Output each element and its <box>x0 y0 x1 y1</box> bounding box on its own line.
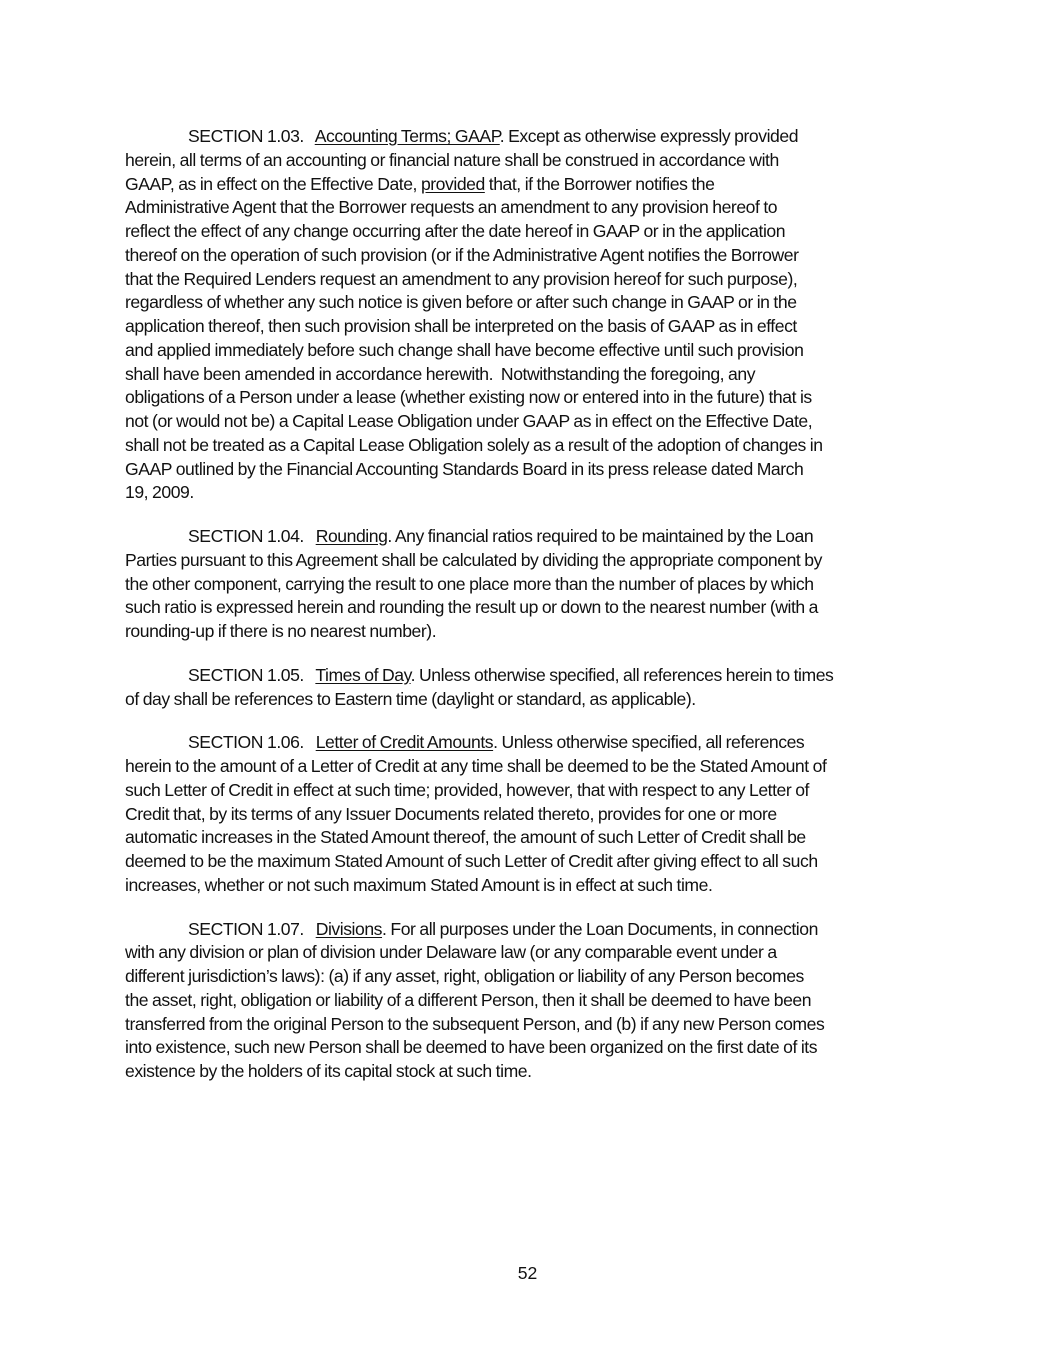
text-line <box>125 339 945 363</box>
text-segment: SECTION 1.07. <box>188 918 316 939</box>
text-line <box>125 850 945 874</box>
text-segment: SECTION 1.06. <box>188 732 316 753</box>
text-segment: . Except as otherwise expressly provided <box>499 126 799 146</box>
text-segment: . Unless otherwise specified, all references herein to times <box>410 664 834 685</box>
text-segment: reflect the effect of any change occurring after the date hereof in GAAP or in the application <box>125 221 786 241</box>
text-line <box>125 363 945 387</box>
text-segment: . Any financial ratios required to be maintained by the Loan <box>387 526 814 546</box>
text-segment: . Unless otherwise specified, all references <box>493 732 805 753</box>
text-segment: with any division or plan of division under Delaware law (or any comparable event under a <box>125 942 777 963</box>
text-line <box>125 410 945 434</box>
text-segment: different jurisdiction’s laws): (a) if any asset, right, obligation or liability of any Person becomes <box>125 966 804 986</box>
text-line <box>125 386 945 410</box>
text-line <box>125 549 945 573</box>
text-line <box>125 688 945 712</box>
text-segment: that the Required Lenders request an amendment to any provision hereof for such purpose), <box>125 268 798 289</box>
text-line <box>125 664 945 688</box>
text-line <box>125 268 945 292</box>
section-paragraph <box>125 525 945 644</box>
text-segment: transferred from the original Person to the subsequent Person, and (b) if any new Person comes <box>125 1013 825 1034</box>
text-segment: GAAP outlined by the Financial Accounting Standards Board in its press release dated March <box>125 458 804 479</box>
text-line <box>125 315 945 339</box>
text-segment: of day shall be references to Eastern time (daylight or standard, as applicable). <box>125 688 696 709</box>
section-paragraph <box>125 664 945 712</box>
text-segment: herein to the amount of a Letter of Credit at any time shall be deemed to be the Stated Amount of <box>125 756 827 776</box>
text-line <box>125 803 945 827</box>
text-line <box>125 826 945 850</box>
text-segment: SECTION 1.03. <box>188 126 315 146</box>
text-line <box>125 941 945 965</box>
text-line <box>125 1013 945 1037</box>
text-line <box>125 125 945 149</box>
text-line <box>125 458 945 482</box>
text-segment: Credit that, by its terms of any Issuer Documents related thereto, provides for one or more <box>125 803 777 824</box>
text-segment: thereof on the operation of such provision (or if the Administrative Agent notifies the Borrower <box>125 244 799 265</box>
text-segment: into existence, such new Person shall be deemed to have been organized on the first date of its <box>125 1037 818 1058</box>
text-line <box>125 779 945 803</box>
text-line <box>125 220 945 244</box>
text-segment: existence by the holders of its capital stock at such time. <box>125 1061 532 1081</box>
text-line <box>125 434 945 458</box>
text-segment: obligations of a Person under a lease (whether existing now or entered into in the future) that is <box>125 387 812 408</box>
text-line <box>125 1036 945 1060</box>
section-paragraph <box>125 918 945 1084</box>
text-segment: increases, whether or not such maximum Stated Amount is in effect at such time. <box>125 874 713 895</box>
text-segment: Administrative Agent that the Borrower requests an amendment to any provision hereof to <box>125 197 778 218</box>
text-line <box>125 525 945 549</box>
text-segment: the asset, right, obligation or liability of a different Person, then it shall be deemed to have been <box>125 989 812 1010</box>
section-paragraph <box>125 125 945 505</box>
text-line <box>125 989 945 1013</box>
text-line <box>125 481 945 505</box>
document-body <box>125 125 945 1104</box>
text-line <box>125 173 945 197</box>
text-segment: not (or would not be) a Capital Lease Obligation under GAAP as in effect on the Effective Date, <box>125 411 813 431</box>
underlined-term: Divisions <box>315 918 383 939</box>
text-segment: regardless of whether any such notice is given before or after such change in GAAP or in the <box>125 292 797 313</box>
text-line <box>125 965 945 989</box>
text-line <box>125 291 945 315</box>
text-line <box>125 596 945 620</box>
text-line <box>125 573 945 597</box>
text-segment: application thereof, then such provision shall be interpreted on the basis of GAAP as in effect <box>125 316 797 336</box>
text-segment: such Letter of Credit in effect at such time; provided, however, that with respect to any Letter of <box>125 779 809 800</box>
text-segment: rounding-up if there is no nearest number). <box>125 621 437 641</box>
text-segment: automatic increases in the Stated Amount thereof, the amount of such Letter of Credit shall be <box>125 827 806 848</box>
text-segment: and applied immediately before such change shall have become effective until such provision <box>125 339 804 360</box>
text-segment: that, if the Borrower notifies the <box>484 173 715 194</box>
text-line <box>125 244 945 268</box>
underlined-term: Accounting Terms; GAAP <box>314 126 500 146</box>
text-line <box>125 731 945 755</box>
text-segment: . For all purposes under the Loan Documents, in connection <box>382 918 818 939</box>
section-paragraph <box>125 731 945 897</box>
text-line <box>125 755 945 779</box>
underlined-term: Rounding <box>315 526 388 546</box>
text-segment: the other component, carrying the result to one place more than the number of places by which <box>125 573 814 594</box>
text-segment: 19, 2009. <box>125 482 194 503</box>
text-segment: SECTION 1.05. <box>188 664 316 685</box>
text-segment: herein, all terms of an accounting or financial nature shall be construed in accordance with <box>125 149 779 170</box>
text-line <box>125 196 945 220</box>
page-number: 52 <box>517 1263 538 1283</box>
text-segment: GAAP, as in effect on the Effective Date, <box>125 173 421 194</box>
text-segment: SECTION 1.04. <box>188 526 316 546</box>
text-line <box>125 1060 945 1084</box>
text-line <box>125 874 945 898</box>
text-segment: Parties pursuant to this Agreement shall be calculated by dividing the appropriate component by <box>125 549 822 570</box>
text-segment: shall not be treated as a Capital Lease Obligation solely as a result of the adoption of changes in <box>125 434 823 455</box>
underlined-term: provided <box>420 173 485 194</box>
underlined-term: Times of Day <box>315 664 411 685</box>
text-line <box>125 620 945 644</box>
text-segment: such ratio is expressed herein and rounding the result up or down to the nearest number (with a <box>125 597 819 618</box>
text-line <box>125 149 945 173</box>
text-line <box>125 918 945 942</box>
text-segment: deemed to be the maximum Stated Amount of such Letter of Credit after giving effect to all such <box>125 851 818 871</box>
underlined-term: Letter of Credit Amounts <box>315 732 494 753</box>
text-segment: shall have been amended in accordance herewith. Notwithstanding the foregoing, any <box>125 363 756 384</box>
